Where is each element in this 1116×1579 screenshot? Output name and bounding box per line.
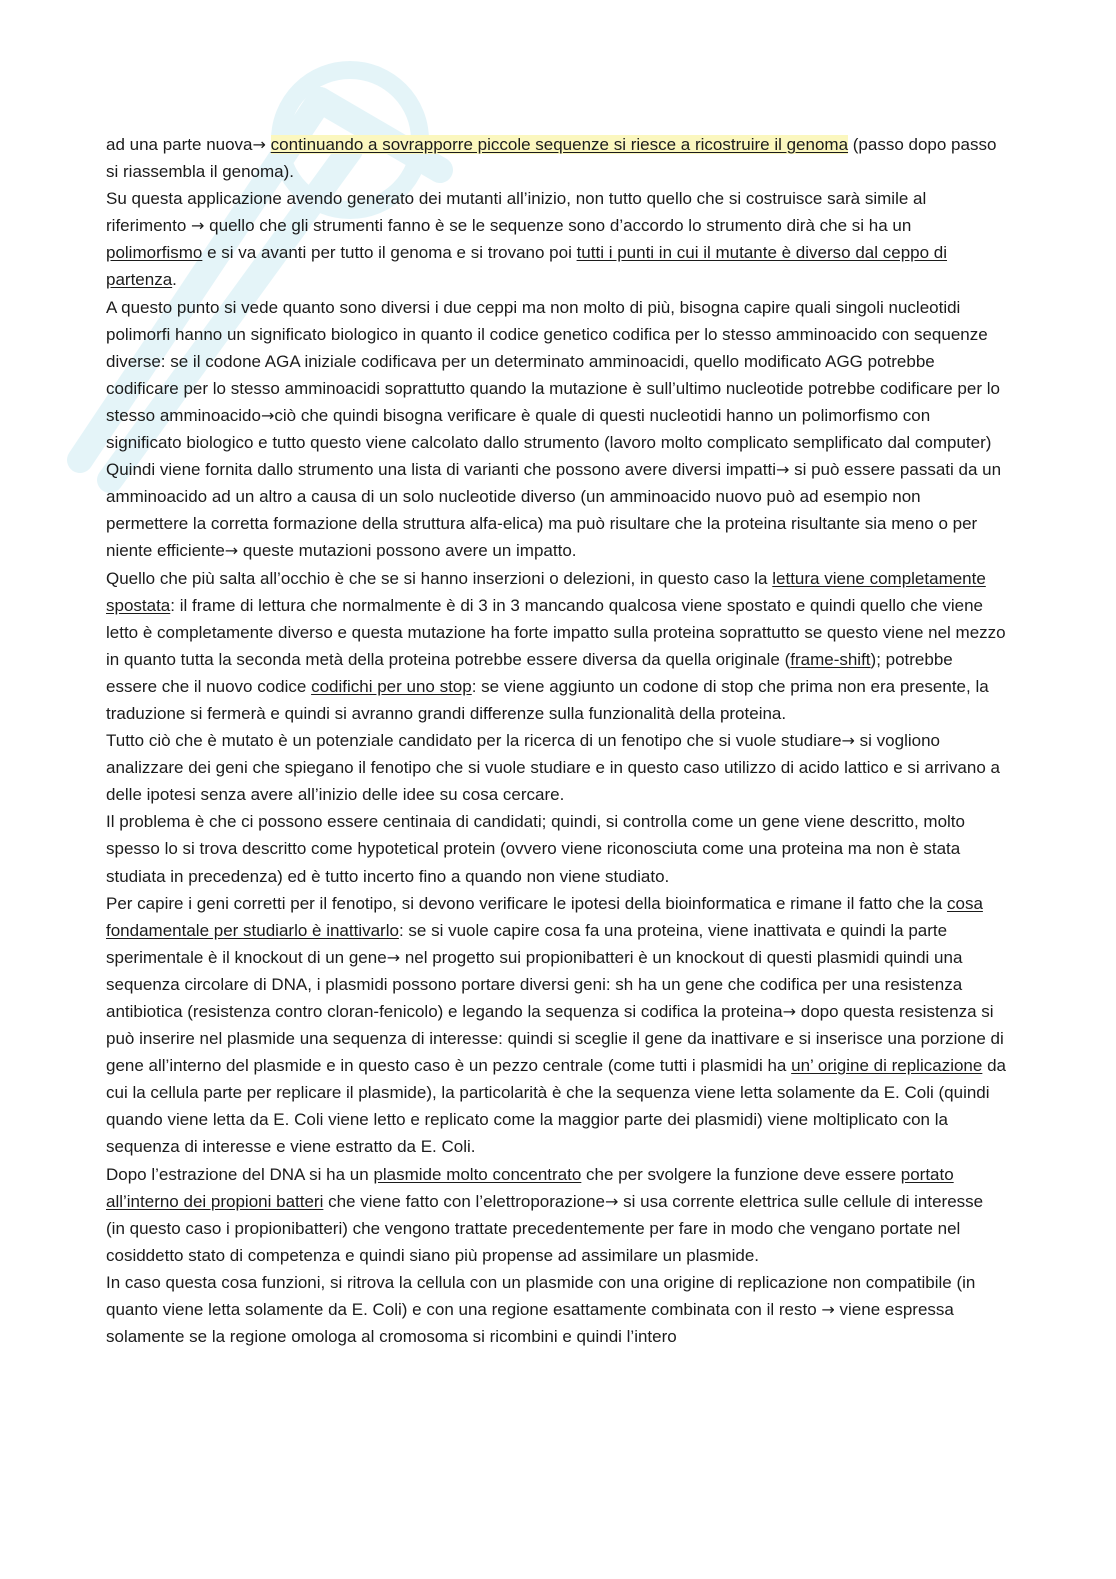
text-run: Il problema è che ci possono essere centinaia di candidati; quindi, si controlla come un gene viene descritto, molto spesso lo si trova descritto come hypotetical protein (ovvero viene riconosciuta come una proteina ma non è stata studiata in precedenza) ed è tutto incerto fino a quando non viene studiato. xyxy=(106,812,965,886)
text-run: si usa corrente elettrica sulle cellule di interesse (in questo caso i propionibatteri) che vengono trattate precedentemente per fare in modo che vengano portate nel cosiddetto stato di competenza e quindi siano più propense ad assimilare un plasmide. xyxy=(106,1191,984,1265)
text-run: : se si vuole capire cosa fa una proteina, viene inattivata e quindi la parte sperimentale è il knockout di un gene xyxy=(106,920,948,967)
text-run: da cui la cellula parte per replicare il plasmide), la particolarità è che la sequenza viene letta solamente da E. Coli (quindi quando viene letta da E. Coli viene letto e replicato come la maggior parte dei plasmidi) viene moltiplicato con la sequenza di interesse e viene estratto da E. Coli. xyxy=(106,1056,1006,1157)
text-run: si può essere passati da un amminoacido ad un altro a causa di un solo nucleotide diverso (un amminoacido nuovo può ad esempio non permettere la corretta formazione della struttura alfa-elica) ma può risultare che la proteina risultante sia meno o per niente efficiente xyxy=(106,460,1002,561)
underlined-text: cosa fondamentale per studiarlo è inattivarlo xyxy=(106,893,983,940)
text-run: che per svolgere la funzione deve essere xyxy=(581,1164,901,1184)
arrow-icon: → xyxy=(224,541,239,561)
text-run: che viene fatto con l’elettroporazione xyxy=(323,1191,605,1211)
arrow-icon: → xyxy=(821,1300,835,1320)
arrow-icon: → xyxy=(386,947,401,967)
text-run: Per capire i geni corretti per il fenotipo, si devono verificare le ipotesi della bioinformatica e rimane il fatto che la xyxy=(106,893,947,913)
document-body xyxy=(106,131,1006,1350)
text-run: Dopo l’estrazione del DNA si ha un xyxy=(106,1164,374,1184)
paragraph xyxy=(106,294,1006,457)
paragraph xyxy=(106,131,1006,185)
paragraph xyxy=(106,1161,1006,1269)
underlined-text: plasmide molto concentrato xyxy=(373,1164,582,1184)
text-run: ad una parte nuova xyxy=(106,135,253,154)
text-run: queste mutazioni possono avere un impatto. xyxy=(238,541,577,561)
paragraph xyxy=(106,1269,1006,1350)
paragraph xyxy=(106,565,1006,728)
underlined-text: continuando a sovrapporre piccole sequenze si riesce a ricostruire il genoma xyxy=(270,135,849,154)
text-run: e si va avanti per tutto il genoma e si trovano poi xyxy=(202,243,577,263)
text-run: Tutto ciò che è mutato è un potenziale candidato per la ricerca di un fenotipo che si vuole studiare xyxy=(106,731,842,751)
text-run: In caso questa cosa funzioni, si ritrova la cellula con un plasmide con una origine di replicazione non compatibile (in quanto viene letta solamente da E. Coli) e con una regione esattamente combinata con il resto xyxy=(106,1272,976,1320)
underlined-text: tutti i punti in cui il mutante è diverso dal ceppo di partenza xyxy=(106,243,948,290)
text-run: si vogliono analizzare dei geni che spiegano il fenotipo che si vuole studiare e in questo caso utilizzo di acido lattico e si arrivano a delle ipotesi senza avere all’inizio delle idee su cosa cercare. xyxy=(106,731,1000,805)
arrow-icon: → xyxy=(775,460,790,480)
arrow-icon: → xyxy=(260,405,275,425)
text-run: : se viene aggiunto un codone di stop che prima non era presente, la traduzione si fermerà e quindi si avranno grandi differenze sulla funzionalità della proteina. xyxy=(106,676,989,723)
text-run: viene espressa solamente se la regione omologa al cromosoma si ricombini e quindi l’intero xyxy=(106,1300,954,1347)
paragraph xyxy=(106,185,1006,293)
underlined-text: portato all’interno dei propioni batteri xyxy=(106,1164,954,1211)
text-run: Quindi viene fornita dallo strumento una lista di varianti che possono avere diversi impatti xyxy=(106,460,776,480)
text-run: dopo questa resistenza si può inserire nel plasmide una sequenza di interesse: quindi si sceglie il gene da inattivare e si inserisce una porzione di gene all’interno del plasmide e in questo caso è un pezzo centrale (come tutti i plasmidi ha xyxy=(106,1002,1004,1076)
paragraph xyxy=(106,456,1006,564)
text-run: ciò che quindi bisogna verificare è quale di questi nucleotidi hanno un polimorfismo con significato biologico e tutto questo viene calcolato dallo strumento (lavoro molto complicato semplificato dal computer) xyxy=(106,405,992,453)
arrow-icon: → xyxy=(191,216,205,236)
underlined-text: un’ origine di replicazione xyxy=(791,1056,983,1076)
text-run: Su questa applicazione avendo generato dei mutanti all’inizio, non tutto quello che si costruisce sarà simile al riferimento xyxy=(106,189,927,236)
arrow-icon: → xyxy=(841,731,855,751)
underlined-text: lettura viene completamente spostata xyxy=(106,568,986,615)
underlined-text: polimorfismo xyxy=(106,243,203,263)
text-run: nel progetto sui propionibatteri è un knockout di questi plasmidi quindi una sequenza circolare di DNA, i plasmidi possono portare diversi geni: sh ha un gene che codifica per una resistenza antibiotica (resistenza contro cloran-fenicolo) e legando la sequenza si codifica la proteina xyxy=(106,947,963,1021)
text-run: ); potrebbe essere che il nuovo codice xyxy=(106,649,953,696)
paragraph xyxy=(106,727,1006,808)
arrow-icon: → xyxy=(782,1002,797,1021)
arrow-icon: → xyxy=(604,1191,619,1211)
text-run: quello che gli strumenti fanno è se le sequenze sono d’accordo lo strumento dirà che si ha un xyxy=(204,216,912,236)
paragraph xyxy=(106,808,1006,889)
text-run: Quello che più salta all’occhio è che se si hanno inserzioni o delezioni, in questo caso la xyxy=(106,568,773,588)
text-run: . xyxy=(172,270,177,290)
arrow-icon: → xyxy=(252,135,266,154)
text-run: (passo dopo passo si riassembla il genoma). xyxy=(106,135,997,182)
paragraph xyxy=(106,890,1006,1161)
text-run: A questo punto si vede quanto sono diversi i due ceppi ma non molto di più, bisogna capire quali singoli nucleotidi polimorfi hanno un significato biologico in quanto il codice genetico codifica per lo stesso amminoacido con sequenze diverse: se il codone AGA iniziale codificava per un determinato amminoacidi, quello modificato AGG potrebbe codificare per lo stesso amminoacidi soprattutto quando la mutazione è sull’ultimo nucleotide potrebbe codificare per lo stesso amminoacido xyxy=(106,297,1000,425)
underlined-text: codifichi per uno stop xyxy=(311,676,472,696)
underlined-text: frame-shift xyxy=(790,649,871,669)
text-run: : il frame di lettura che normalmente è di 3 in 3 mancando qualcosa viene spostato e quindi quello che viene letto è completamente diverso e questa mutazione ha forte impatto sulla proteina soprattutto se questo viene nel mezzo in quanto tutta la seconda metà della proteina potrebbe essere diversa da quella originale ( xyxy=(106,595,1006,669)
